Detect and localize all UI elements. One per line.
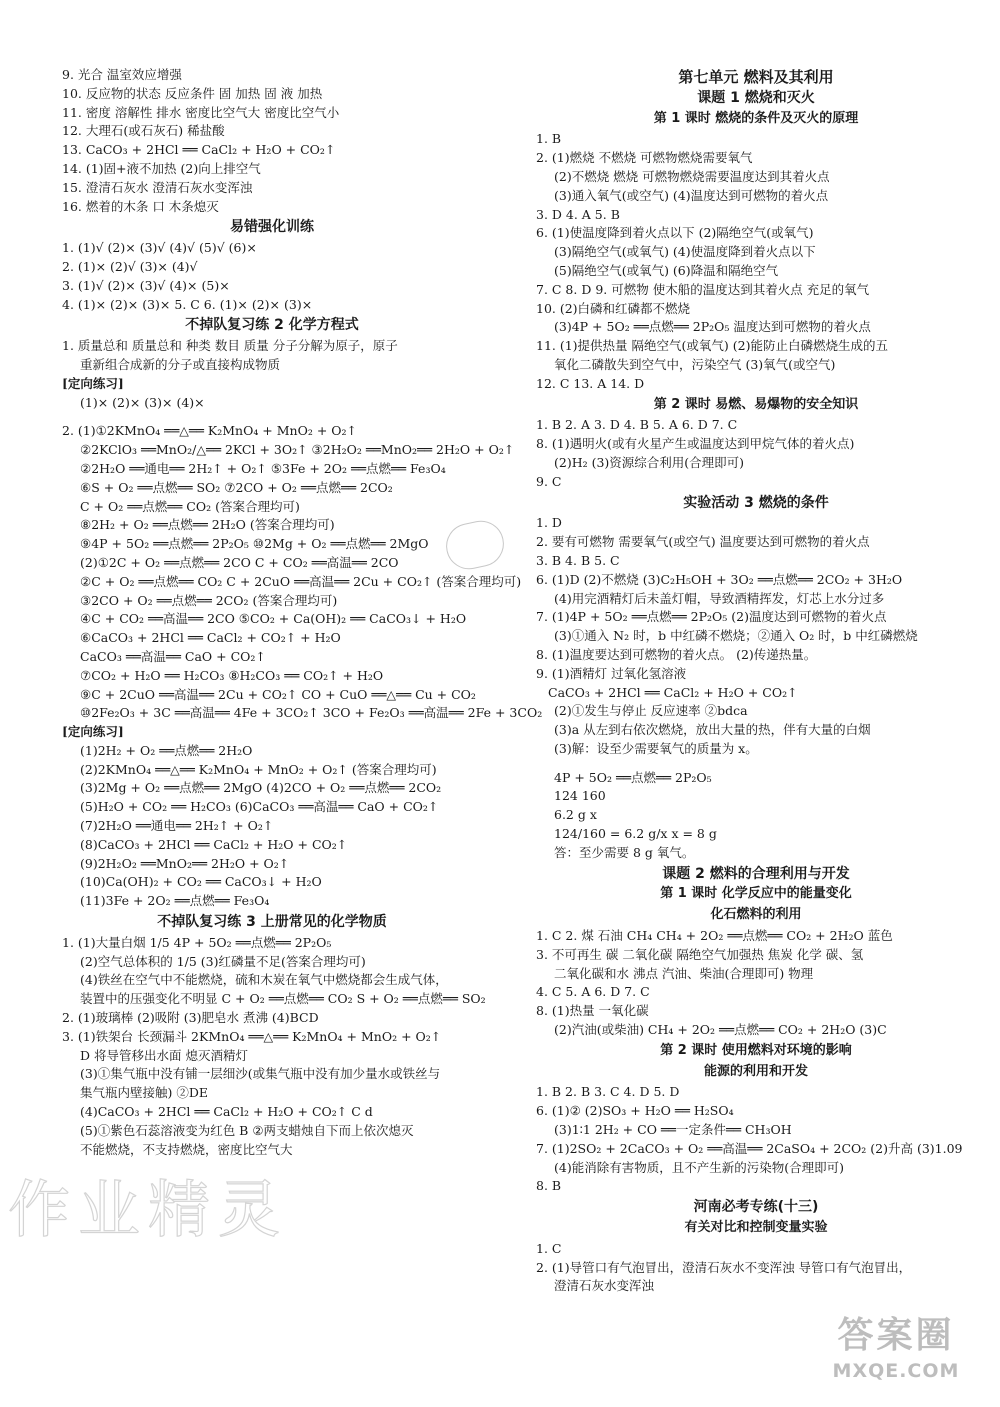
right-answer-column bbox=[536, 66, 976, 1296]
subsection-heading: 第 1 课时 化学反应中的能量变化 bbox=[660, 886, 852, 902]
answer-line: ⑥CaCO₃ + 2HCl ══ CaCl₂ + CO₂↑ + H₂O bbox=[80, 630, 341, 646]
answer-line: 124/160 = 6.2 g/x x = 8 g bbox=[554, 826, 717, 842]
answer-line: 1. 质量总和 质量总和 种类 数目 质量 分子分解为原子，原子 bbox=[62, 338, 398, 354]
answer-line: 6. (1)② (2)SO₃ + H₂O ══ H₂SO₄ bbox=[536, 1103, 734, 1119]
subsection-heading: 化石燃料的利用 bbox=[710, 907, 802, 923]
spacer bbox=[62, 412, 482, 422]
answer-line: 4. (1)× (2)× (3)× 5. C 6. (1)× (2)× (3)× bbox=[62, 296, 313, 312]
answer-line: 10. 反应物的状态 反应条件 固 加热 固 液 加热 bbox=[62, 85, 323, 101]
answer-line: 8. (1)温度要达到可燃物的着火点。 (2)传递热量。 bbox=[536, 646, 817, 662]
subsection-heading: 第 2 课时 使用燃料对环境的影响 bbox=[660, 1042, 852, 1058]
answer-line: 7. C 8. D 9. 可燃物 使木船的温度达到其着火点 充足的氧气 bbox=[536, 281, 870, 297]
answer-line: D 将导管移出水面 熄灭酒精灯 bbox=[80, 1047, 248, 1063]
answer-line: 16. 燃着的木条 口 木条熄灭 bbox=[62, 198, 219, 214]
answer-line: 4P + 5O₂ ══点燃══ 2P₂O₅ bbox=[554, 769, 712, 785]
answer-line: 15. 澄清石灰水 澄清石灰水变浑浊 bbox=[62, 179, 253, 195]
answer-line: 1. C 2. 煤 石油 CH₄ CH₄ + 2O₂ ══点燃══ CO₂ + 2H₂O 蓝色 bbox=[536, 928, 893, 944]
answer-line: ⑦CO₂ + H₂O ══ H₂CO₃ ⑧H₂CO₃ ══ CO₂↑ + H₂O bbox=[80, 667, 384, 683]
answer-line: (3)a 从左到右依次燃烧，放出大量的热，伴有大量的白烟 bbox=[554, 722, 871, 738]
answer-line: 14. (1)固+液不加热 (2)向上排空气 bbox=[62, 160, 261, 176]
answer-line: 1. C bbox=[536, 1240, 562, 1256]
answer-line: ⑥S + O₂ ══点燃══ SO₂ ⑦2CO + O₂ ══点燃══ 2CO₂ bbox=[80, 479, 393, 495]
subsection-heading: 有关对比和控制变量实验 bbox=[684, 1220, 828, 1236]
answer-line: 11. (1)提供热量 隔绝空气(或氧气) (2)能防止白磷燃烧生成的五 bbox=[536, 338, 888, 354]
answer-line: (3)解：设至少需要氧气的质量为 x。 bbox=[554, 740, 758, 756]
answer-line: ②2H₂O ══通电══ 2H₂↑ + O₂↑ ⑤3Fe + 2O₂ ══点燃══ Fe₃O₄ bbox=[80, 460, 446, 476]
answer-line: 2. (1)× (2)√ (3)× (4)√ bbox=[62, 258, 198, 274]
answer-line: 澄清石灰水变浑浊 bbox=[554, 1278, 655, 1294]
answer-line: ⑧2H₂ + O₂ ══点燃══ 2H₂O (答案合理均可) bbox=[80, 517, 335, 533]
answer-line: C + O₂ ══点燃══ CO₂ (答案合理均可) bbox=[80, 498, 300, 514]
section-heading: 易错强化训练 bbox=[230, 219, 314, 236]
watermark-text: 作业精灵 bbox=[8, 1173, 289, 1246]
subsection-heading: 第 1 课时 燃烧的条件及灭火的原理 bbox=[653, 110, 859, 126]
answer-line: (1)2H₂ + O₂ ══点燃══ 2H₂O bbox=[80, 742, 253, 758]
answer-line: (3)①集气瓶中没有铺一层细沙(或集气瓶中没有加少量水或铁丝与 bbox=[80, 1066, 441, 1082]
answer-line: (1)× (2)× (3)× (4)× bbox=[80, 394, 205, 410]
answer-line: 8. B bbox=[536, 1178, 562, 1194]
answer-line: 重新组合成新的分子或直接构成物质 bbox=[80, 356, 281, 372]
answer-line: (2)2KMnO₄ ══△══ K₂MnO₄ + MnO₂ + O₂↑ (答案合理均可) bbox=[80, 761, 437, 777]
left-answer-column bbox=[62, 66, 543, 1159]
site-logo bbox=[806, 1314, 986, 1396]
answer-line: (5)隔绝空气(或氧气) (6)降温和隔绝空气 bbox=[554, 262, 779, 278]
answer-line: (4)用完酒精灯后未盖灯帽，导致酒精挥发，灯芯上水分过多 bbox=[554, 590, 885, 606]
answer-line: 1. B 2. A 3. D 4. B 5. A 6. D 7. C bbox=[536, 417, 738, 433]
answer-line: (3)1∶1 2H₂ + CO ══一定条件══ CH₃OH bbox=[554, 1122, 792, 1138]
answer-line: 3. D 4. A 5. B bbox=[536, 206, 620, 222]
answer-line: 2. (1)燃烧 不燃烧 可燃物燃烧需要氧气 bbox=[536, 150, 753, 166]
answer-line: 9. (1)酒精灯 过氧化氢溶液 bbox=[536, 665, 687, 681]
practice-label: [定向练习] bbox=[62, 375, 124, 391]
answer-line: 2. (1)导管口有气泡冒出，澄清石灰水不变浑浊 导管口有气泡冒出， bbox=[536, 1259, 912, 1275]
answer-line: (3)通入氧气(或空气) (4)温度达到可燃物的着火点 bbox=[554, 187, 829, 203]
answer-line: 1. (1)大量白烟 1/5 4P + 5O₂ ══点燃══ 2P₂O₅ bbox=[62, 934, 332, 950]
answer-line: ⑨C + 2CuO ══高温══ 2Cu + CO₂↑ CO + CuO ══△══ Cu + CO₂ bbox=[80, 686, 476, 702]
answer-line: 不能燃烧，不支持燃烧，密度比空气大 bbox=[80, 1141, 293, 1157]
answer-line: 12. C 13. A 14. D bbox=[536, 375, 645, 391]
answer-line: 氧化二磷散失到空气中，污染空气 (3)氧气(或空气) bbox=[554, 356, 836, 372]
answer-line: 8. (1)热量 一氧化碳 bbox=[536, 1003, 649, 1019]
answer-line: 二氧化碳和水 沸点 汽油、柴油(合理即可) 物理 bbox=[554, 965, 814, 981]
answer-line: 1. (1)√ (2)× (3)√ (4)√ (5)√ (6)× bbox=[62, 240, 257, 256]
answer-line: ②2KClO₃ ══MnO₂/△══ 2KCl + 3O₂↑ ③2H₂O₂ ══MnO₂══ 2H₂O + O₂↑ bbox=[80, 442, 515, 458]
section-heading: 课题 2 燃料的合理利用与开发 bbox=[662, 865, 850, 882]
answer-line: ④C + CO₂ ══高温══ 2CO ⑤CO₂ + Ca(OH)₂ ══ CaCO₃↓ + H₂O bbox=[80, 611, 467, 627]
answer-line: (3)2Mg + O₂ ══点燃══ 2MgO (4)2CO + O₂ ══点燃══ 2CO₂ bbox=[80, 780, 442, 796]
answer-line: (2)汽油(或柴油) CH₄ + 2O₂ ══点燃══ CO₂ + 2H₂O (3)C bbox=[554, 1022, 887, 1038]
answer-line: (2)空气总体积的 1/5 (3)红磷量不足(答案合理均可) bbox=[80, 953, 366, 969]
answer-line: 8. (1)遇明火(或有火星产生或温度达到甲烷气体的着火点) bbox=[536, 436, 855, 452]
answer-line: CaCO₃ ══高温══ CaO + CO₂↑ bbox=[80, 648, 266, 664]
answer-line: (3)隔绝空气(或氧气) (4)使温度降到着火点以下 bbox=[554, 244, 816, 260]
section-heading: 实验活动 3 燃烧的条件 bbox=[683, 494, 829, 511]
answer-line: 10. (2)白磷和红磷都不燃烧 bbox=[536, 300, 691, 316]
answer-line: (5)H₂O + CO₂ ══ H₂CO₃ (6)CaCO₃ ══高温══ CaO + CO₂↑ bbox=[80, 799, 439, 815]
answer-line: (4)CaCO₃ + 2HCl ══ CaCl₂ + H₂O + CO₂↑ C d bbox=[80, 1104, 373, 1120]
section-heading: 课题 1 燃烧和灭火 bbox=[697, 89, 815, 106]
answer-line: ②C + O₂ ══点燃══ CO₂ C + 2CuO ══高温══ 2Cu + CO₂↑ (答案合理均可) bbox=[80, 573, 522, 589]
answer-line: 集气瓶内壁接触) ②DE bbox=[80, 1085, 208, 1101]
answer-line: (3)①通入 N₂ 时，b 中红磷不燃烧；②通入 O₂ 时，b 中红磷燃烧 bbox=[554, 628, 918, 644]
answer-line: 13. CaCO₃ + 2HCl ══ CaCl₂ + H₂O + CO₂↑ bbox=[62, 142, 336, 158]
answer-line: 7. (1)2SO₂ + 2CaCO₃ + O₂ ══高温══ 2CaSO₄ + 2CO₂ (2)升高 (3)1.09 bbox=[536, 1140, 963, 1156]
answer-line: 6.2 g x bbox=[554, 807, 597, 823]
answer-line: 3. (1)铁架台 长颈漏斗 2KMnO₄ ══△══ K₂MnO₄ + MnO₂ + O₂↑ bbox=[62, 1028, 442, 1044]
answer-line: 4. C 5. A 6. D 7. C bbox=[536, 984, 650, 1000]
answer-line: (3)4P + 5O₂ ══点燃══ 2P₂O₅ 温度达到可燃物的着火点 bbox=[554, 319, 871, 335]
answer-line: (8)CaCO₃ + 2HCl ══ CaCl₂ + H₂O + CO₂↑ bbox=[80, 836, 348, 852]
answer-line: (2)H₂ (3)资源综合利用(合理即可) bbox=[554, 454, 745, 470]
answer-line: 装置中的压强变化不明显 C + O₂ ══点燃══ CO₂ S + O₂ ══点燃══ SO₂ bbox=[80, 991, 486, 1007]
answer-line: 6. (1)使温度降到着火点以下 (2)隔绝空气(或氧气) bbox=[536, 225, 814, 241]
answer-line: 3. B 4. B 5. C bbox=[536, 552, 620, 568]
practice-label: [定向练习] bbox=[62, 724, 124, 740]
answer-line: 1. B bbox=[536, 131, 562, 147]
answer-line: (9)2H₂O₂ ══MnO₂══ 2H₂O + O₂↑ bbox=[80, 855, 290, 871]
answer-line: 3. (1)√ (2)× (3)√ (4)× (5)× bbox=[62, 277, 230, 293]
answer-line: 2. (1)玻璃棒 (2)吸附 (3)肥皂水 煮沸 (4)BCD bbox=[62, 1010, 319, 1026]
answer-line: (7)2H₂O ══通电══ 2H₂↑ + O₂↑ bbox=[80, 818, 274, 834]
answer-line: 124 160 bbox=[554, 788, 606, 804]
answer-line: 9. 光合 温室效应增强 bbox=[62, 67, 182, 82]
answer-line: 6. (1)D (2)不燃烧 (3)C₂H₅OH + 3O₂ ══点燃══ 2CO₂ + 3H₂O bbox=[536, 571, 903, 587]
answer-line: CaCO₃ + 2HCl ══ CaCl₂ + H₂O + CO₂↑ bbox=[548, 684, 798, 700]
answer-line: ③2CO + O₂ ══点燃══ 2CO₂ (答案合理均可) bbox=[80, 592, 338, 608]
answer-line: (2)①2C + O₂ ══点燃══ 2CO C + CO₂ ══高温══ 2CO bbox=[80, 554, 399, 570]
subsection-heading: 第 2 课时 易燃、易爆物的安全知识 bbox=[653, 396, 859, 412]
answer-line: (10)Ca(OH)₂ + CO₂ ══ CaCO₃↓ + H₂O bbox=[80, 874, 322, 890]
answer-line: (5)①紫色石蕊溶液变为红色 B ②两支蜡烛自下而上依次熄灭 bbox=[80, 1122, 414, 1138]
answer-line: 7. (1)4P + 5O₂ ══点燃══ 2P₂O₅ (2)温度达到可燃物的着火点 bbox=[536, 609, 887, 625]
answer-line: 2. (1)①2KMnO₄ ══△══ K₂MnO₄ + MnO₂ + O₂↑ bbox=[62, 423, 358, 439]
answer-line: 12. 大理石(或石灰石) 稀盐酸 bbox=[62, 123, 225, 139]
answer-line: 3. 不可再生 碳 二氧化碳 隔绝空气加强热 焦炭 化学 碳、氢 bbox=[536, 946, 864, 962]
logo-title: 答案圈 bbox=[837, 1315, 955, 1356]
answer-line: (11)3Fe + 2O₂ ══点燃══ Fe₃O₄ bbox=[80, 893, 270, 909]
answer-line: (4)铁丝在空气中不能燃烧，硫和木炭在氧气中燃烧都会生成气体， bbox=[80, 972, 448, 988]
answer-line: (2)①发生与停止 反应速率 ②bdca bbox=[554, 703, 748, 719]
section-heading: 河南必考专练(十三) bbox=[693, 1199, 819, 1216]
logo-url: MXQE.COM bbox=[832, 1360, 960, 1382]
answer-line: 11. 密度 溶解性 排水 密度比空气大 密度比空气小 bbox=[62, 104, 340, 120]
subsection-heading: 能源的利用和开发 bbox=[703, 1063, 808, 1079]
answer-line: 1. B 2. B 3. C 4. D 5. D bbox=[536, 1084, 680, 1100]
answer-line: 9. C bbox=[536, 473, 562, 489]
answer-line: ⑨4P + 5O₂ ══点燃══ 2P₂O₅ ⑩2Mg + O₂ ══点燃══ 2MgO bbox=[80, 536, 429, 552]
answer-line: 2. 要有可燃物 需要氧气(或空气) 温度要达到可燃物的着火点 bbox=[536, 534, 870, 550]
spacer bbox=[536, 759, 976, 769]
section-heading: 不掉队复习练 2 化学方程式 bbox=[185, 317, 359, 334]
answer-line: 答：至少需要 8 g 氧气。 bbox=[554, 844, 695, 860]
unit-heading: 第七单元 燃料及其利用 bbox=[678, 68, 834, 86]
section-heading: 不掉队复习练 3 上册常见的化学物质 bbox=[157, 914, 387, 931]
answer-line: (4)能消除有害物质，且不产生新的污染物(合理即可) bbox=[554, 1159, 844, 1175]
answer-line: 1. D bbox=[536, 515, 562, 531]
answer-line: ⑩2Fe₂O₃ + 3C ══高温══ 4Fe + 3CO₂↑ 3CO + Fe₂O₃ ══高温══ 2Fe + 3CO₂ bbox=[80, 705, 543, 721]
answer-line: (2)不燃烧 燃烧 可燃物燃烧需要温度达到其着火点 bbox=[554, 168, 830, 184]
